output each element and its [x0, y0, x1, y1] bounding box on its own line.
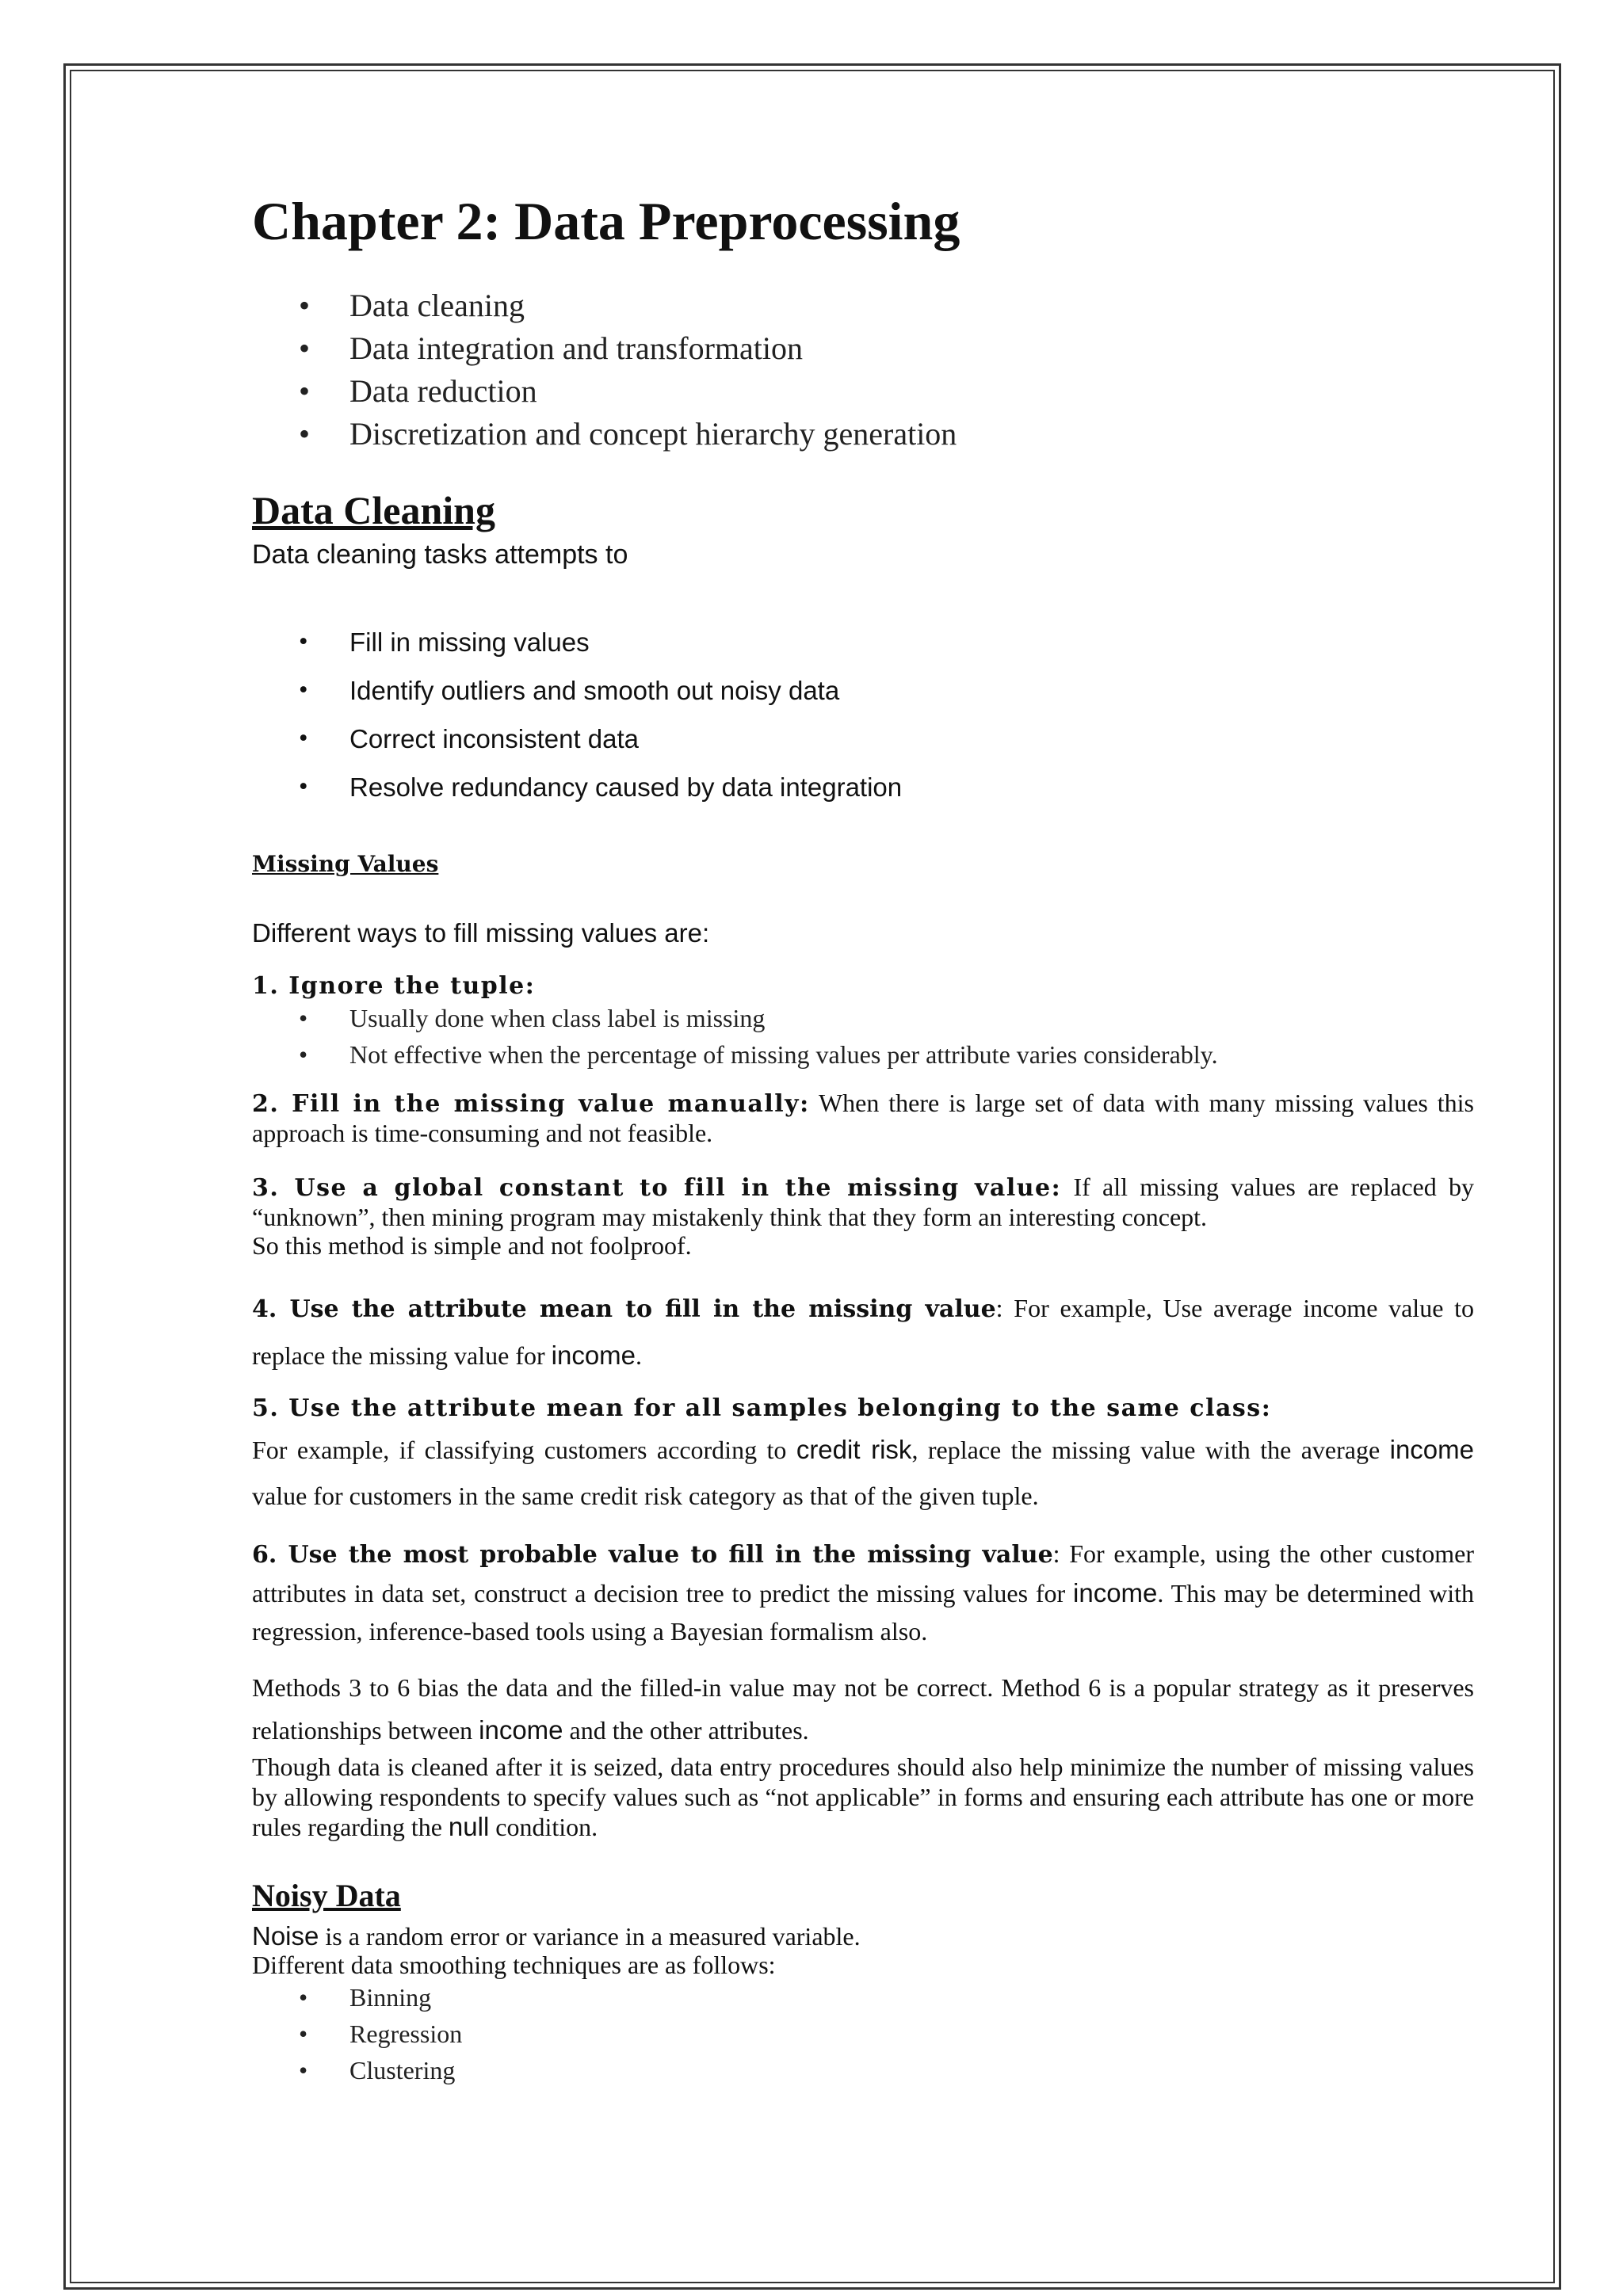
bias-text-end: and the other attributes.: [563, 1716, 809, 1745]
page-title: Chapter 2: Data Preprocessing: [252, 191, 960, 251]
method-3-paragraph: [252, 1173, 1474, 1231]
list-item: • Discretization and concept hierarchy generation: [349, 413, 1474, 456]
term-noise: Noise: [252, 1921, 319, 1951]
section-heading-data-cleaning: Data Cleaning: [252, 488, 495, 532]
term-income: income: [551, 1341, 636, 1370]
list-item: • Fill in missing values: [349, 618, 1474, 666]
list-item: • Data cleaning: [349, 284, 1474, 327]
section-heading-noisy-data: Noisy Data: [252, 1878, 401, 1913]
method-6-heading: 6. Use the most probable value to fill in the missing value: [252, 1541, 1053, 1569]
chapter-topics-list: [252, 284, 1474, 456]
term-credit-risk: credit risk: [796, 1435, 912, 1464]
method-2-heading: 2. Fill in the missing value manually:: [252, 1090, 810, 1118]
method-6-text-end: . This may be determined with regression, inference-based tools using a Bayesian formalism also.: [252, 1579, 1475, 1646]
entry-text: Though data is cleaned after it is seized, data entry procedures should also help minimize the number of missing values by allowing respondents to specify values such as “not applicable” in forms and ensuring each attribute has one or more rules regarding the: [252, 1753, 1474, 1841]
method-3-text: If all missing values are replaced by “unknown”, then mining program may mistakenly think that they form an interesting concept.: [252, 1173, 1474, 1231]
method-2-paragraph: [252, 1089, 1474, 1147]
missing-intro: Different ways to fill missing values are:: [252, 918, 710, 948]
noise-definition-text: is a random error or variance in a measured variable.: [319, 1922, 861, 1951]
method-4-text: : For example, Use average income value to replace the missing value for: [252, 1294, 1475, 1370]
term-income: income: [1073, 1578, 1158, 1608]
method-3-heading: 3. Use a global constant to fill in the missing value:: [252, 1174, 1062, 1202]
method-1-heading: 1. Ignore the tuple:: [252, 972, 536, 1000]
method-4-heading: 4. Use the attribute mean to fill in the missing value: [252, 1295, 996, 1323]
method-4-paragraph: [252, 1285, 1474, 1379]
list-item: • Resolve redundancy caused by data integration: [349, 763, 1474, 811]
method-5-text-end: value for customers in the same credit risk category as that of the given tuple.: [252, 1482, 1039, 1510]
bias-text: Methods 3 to 6 bias the data and the filled-in value may not be correct. Method 6 is a popular strategy as it preserves relationships between: [252, 1673, 1474, 1745]
smoothing-techniques-list: [252, 1979, 1474, 2088]
subsection-heading-missing-values: Missing Values: [252, 851, 439, 877]
method-5-heading: 5. Use the attribute mean for all samples belonging to the same class:: [252, 1394, 1272, 1422]
noise-definition: [252, 1922, 1474, 1951]
method-6-paragraph: [252, 1535, 1474, 1650]
document-body: [252, 190, 1474, 2088]
bias-paragraph: [252, 1666, 1474, 1752]
list-item: • Identify outliers and smooth out noisy data: [349, 666, 1474, 715]
entry-text-end: condition.: [489, 1813, 598, 1841]
term-null: null: [448, 1812, 490, 1841]
list-item: • Clustering: [349, 2052, 1474, 2088]
method-1-points: [252, 1000, 1474, 1073]
term-income: income: [479, 1715, 563, 1745]
list-item: • Data integration and transformation: [349, 327, 1474, 370]
list-item: • Binning: [349, 1979, 1474, 2016]
smoothing-intro: Different data smoothing techniques are as follows:: [252, 1951, 776, 1979]
list-item: • Correct inconsistent data: [349, 715, 1474, 763]
list-item: • Usually done when class label is missing: [349, 1000, 1474, 1036]
method-3-note: So this method is simple and not foolproof.: [252, 1231, 692, 1260]
list-item: • Regression: [349, 2016, 1474, 2052]
entry-paragraph: [252, 1752, 1474, 1842]
method-5-text-mid: , replace the missing value with the average: [911, 1436, 1390, 1464]
method-5-text: For example, if classifying customers according to: [252, 1436, 796, 1464]
list-item: • Not effective when the percentage of missing values per attribute varies considerably.: [349, 1036, 1474, 1073]
cleaning-intro: Data cleaning tasks attempts to: [252, 540, 628, 570]
method-4-text-end: .: [636, 1341, 643, 1370]
method-6-text: : For example, using the other customer attributes in data set, construct a decision tree to predict the missing values for: [252, 1539, 1474, 1608]
method-2-text: When there is large set of data with many missing values this approach is time-consuming and not feasible.: [252, 1089, 1475, 1147]
list-item: • Data reduction: [349, 370, 1474, 413]
term-income: income: [1389, 1435, 1475, 1464]
method-5-paragraph: [252, 1427, 1474, 1519]
cleaning-tasks-list: [252, 618, 1474, 811]
